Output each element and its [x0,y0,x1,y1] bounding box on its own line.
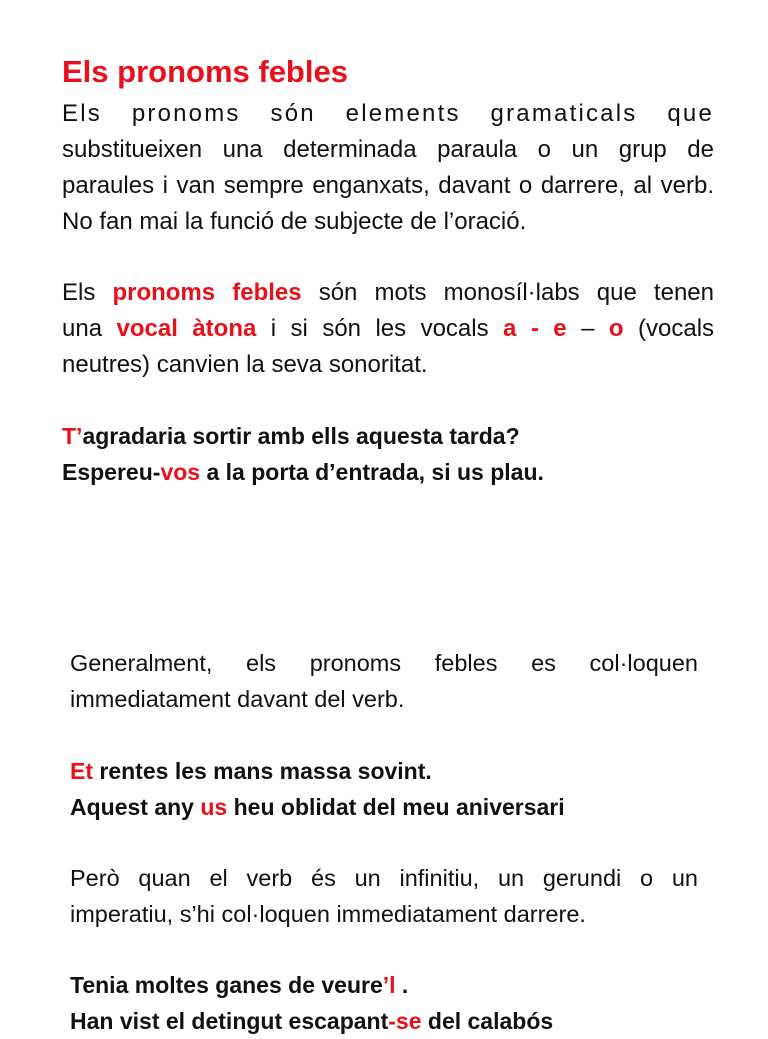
infinitive-paragraph [70,860,698,932]
example-3-pronoun: Et [70,758,93,784]
example-4-text-b: heu oblidat del meu aniversari [227,794,565,820]
definition-line-1 [62,275,714,311]
placement-line-1: Generalment, els pronoms febles es col·loquen [70,650,698,676]
highlight-pronoms-febles: pronoms febles [112,279,302,306]
def-text-1: Els [62,279,113,306]
def-text-2: són mots monosíl·labs que tenen [301,279,714,306]
example-5-text-a: Tenia moltes ganes de veure [70,972,383,998]
def-text-4: i si són les vocals [256,315,504,342]
page-title: Els pronoms febles [62,54,348,89]
example-sentence-2 [62,454,544,490]
placement-line-2: immediatament davant del verb. [70,686,405,712]
example-sentence-6 [70,1003,553,1039]
def-text-7: (vocals [623,315,715,342]
example-2-pronoun: vos [160,459,201,485]
intro-paragraph [62,96,714,240]
intro-rest: substitueixen una determinada paraula o un grup de paraules i van sempre enganxats, davant o darrere, al verb. No fan mai la funció de subjecte de l’oració. [62,136,714,235]
example-6-text-b: del calabós [421,1008,554,1034]
definition-paragraph [62,275,714,383]
highlight-vowel-o: o [608,315,624,342]
placement-paragraph [70,645,698,717]
example-2-text-b: a la porta d’entrada, si us plau. [200,459,544,485]
example-6-pronoun: -se [388,1008,422,1034]
example-1-text: agradaria sortir amb ells aquesta tarda? [82,423,520,449]
example-sentence-4 [70,789,565,825]
example-sentence-1 [62,418,520,454]
def-text-3: una [62,315,117,342]
example-1-pronoun: T’ [62,423,83,449]
highlight-vowel-a: a [503,315,517,342]
infinitive-line-2: imperatiu, s’hi col·loquen immediatament darrere. [70,901,586,927]
example-5-text-b: . [395,972,409,998]
example-4-text-a: Aquest any [70,794,201,820]
def-dash-2: – [566,315,609,342]
def-dash-1: - [516,315,554,342]
intro-line-1: Els pronoms són elements gramaticals que [62,100,714,127]
example-sentence-3 [70,753,432,789]
example-6-text-a: Han vist el detingut escapant [70,1008,389,1034]
definition-line-3: neutres) canvien la seva sonoritat. [62,351,428,378]
highlight-vocal-atona: vocal àtona [116,315,257,342]
example-4-pronoun: us [200,794,228,820]
example-5-pronoun: ’l [382,972,396,998]
highlight-vowel-e: e [553,315,567,342]
example-sentence-5 [70,967,408,1003]
definition-line-2 [62,311,714,347]
infinitive-line-1: Però quan el verb és un infinitiu, un gerundi o un [70,865,698,891]
example-3-text: rentes les mans massa sovint. [93,758,432,784]
example-2-text-a: Espereu- [62,459,161,485]
